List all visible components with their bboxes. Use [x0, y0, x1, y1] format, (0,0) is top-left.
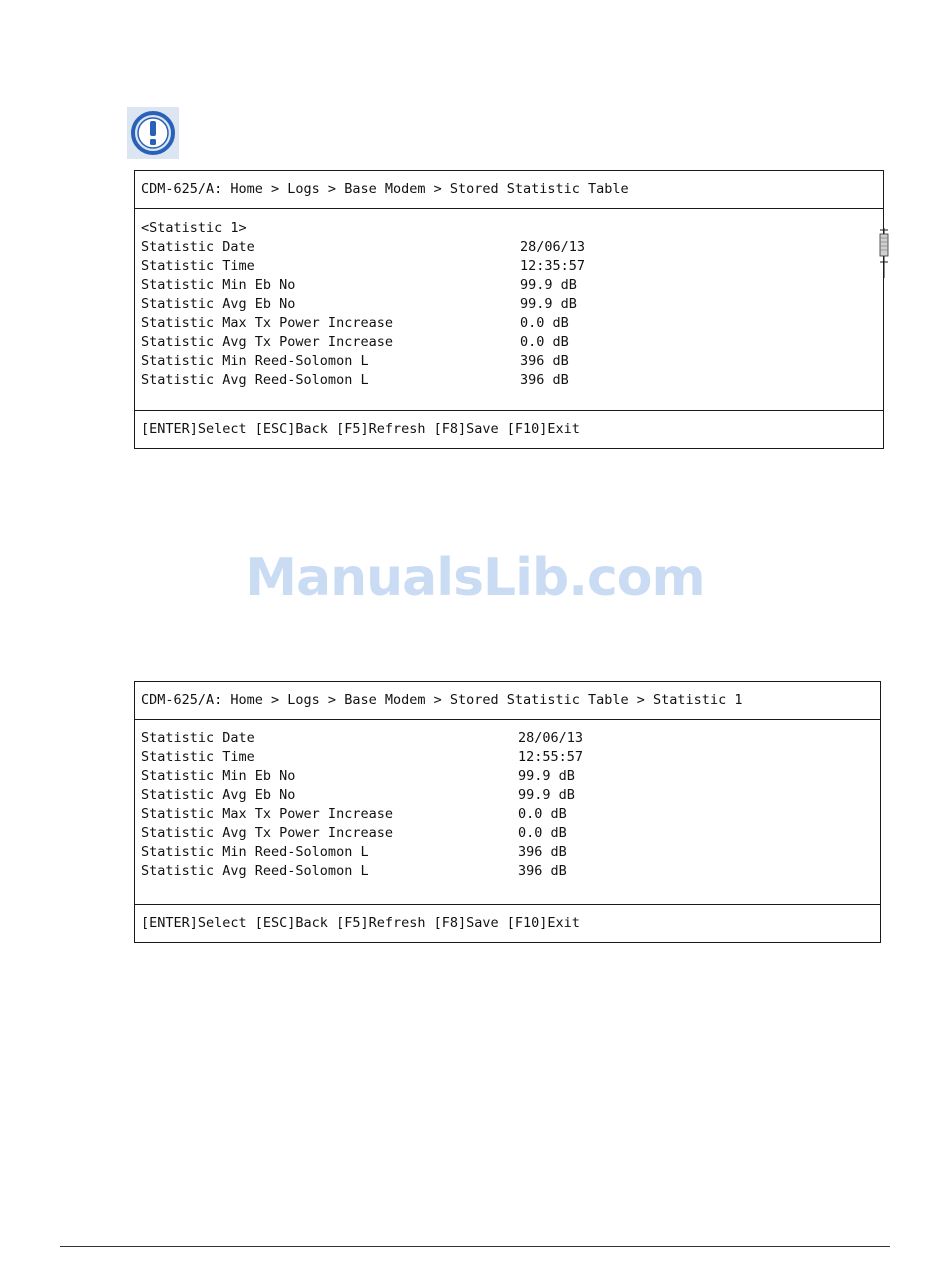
row-label: Statistic Date — [141, 730, 255, 746]
statistic-detail-list — [141, 729, 880, 881]
row-label: Statistic Time — [141, 258, 255, 274]
statistic-row — [141, 352, 883, 371]
row-value: 99.9 dB — [518, 787, 575, 803]
statistic-row — [141, 786, 880, 805]
row-label: Statistic Min Eb No — [141, 768, 296, 784]
statistic-row — [141, 238, 883, 257]
row-value: 396 dB — [518, 844, 567, 860]
row-label: Statistic Avg Reed-Solomon L — [141, 372, 369, 388]
row-label: Statistic Max Tx Power Increase — [141, 315, 393, 331]
statistic-row — [141, 371, 883, 390]
row-label: Statistic Min Eb No — [141, 277, 296, 293]
key-hints: [ENTER]Select [ESC]Back [F5]Refresh [F8]Save [F10]Exit — [141, 421, 580, 437]
row-label: Statistic Avg Eb No — [141, 787, 296, 803]
watermark: ManualsLib.com — [245, 548, 705, 608]
row-value: 99.9 dB — [520, 296, 577, 312]
row-label: Statistic Min Reed-Solomon L — [141, 353, 369, 369]
statistic-row — [141, 276, 883, 295]
row-value: 12:55:57 — [518, 749, 584, 765]
breadcrumb: CDM-625/A: Home > Logs > Base Modem > Stored Statistic Table > Statistic 1 — [141, 692, 743, 708]
row-value: 0.0 dB — [518, 806, 567, 822]
screen-header — [135, 682, 880, 720]
exclamation-notice-icon — [127, 107, 179, 159]
statistic-detail-screen — [134, 681, 881, 943]
row-label: Statistic Avg Eb No — [141, 296, 296, 312]
row-value: 28/06/13 — [518, 730, 584, 746]
statistic-row — [141, 862, 880, 881]
statistic-row — [141, 333, 883, 352]
statistic-row — [141, 314, 883, 333]
statistic-row — [141, 748, 880, 767]
row-value: 0.0 dB — [520, 334, 569, 350]
row-label: Statistic Max Tx Power Increase — [141, 806, 393, 822]
stored-statistic-table-screen — [134, 170, 884, 449]
row-label: Statistic Avg Tx Power Increase — [141, 825, 393, 841]
breadcrumb: CDM-625/A: Home > Logs > Base Modem > Stored Statistic Table — [141, 181, 629, 197]
scrollbar[interactable] — [877, 228, 891, 278]
row-value: 99.9 dB — [520, 277, 577, 293]
row-label: Statistic Min Reed-Solomon L — [141, 844, 369, 860]
statistic-item-title[interactable] — [141, 219, 883, 238]
row-label: Statistic Time — [141, 749, 255, 765]
row-label: Statistic Date — [141, 239, 255, 255]
row-value: 12:35:57 — [520, 258, 586, 274]
row-value: 396 dB — [520, 353, 569, 369]
row-value: 396 dB — [520, 372, 569, 388]
statistic-item-label: <Statistic 1> — [141, 220, 247, 236]
statistic-row — [141, 824, 880, 843]
screen-header — [135, 171, 883, 209]
row-value: 99.9 dB — [518, 768, 575, 784]
key-hints: [ENTER]Select [ESC]Back [F5]Refresh [F8]Save [F10]Exit — [141, 915, 580, 931]
statistic-row — [141, 295, 883, 314]
row-label: Statistic Avg Reed-Solomon L — [141, 863, 369, 879]
key-hints-bar — [135, 904, 880, 942]
footer-rule — [60, 1246, 890, 1247]
row-value: 0.0 dB — [518, 825, 567, 841]
statistic-row — [141, 843, 880, 862]
row-value: 0.0 dB — [520, 315, 569, 331]
statistic-row — [141, 257, 883, 276]
statistic-row — [141, 729, 880, 748]
statistic-row — [141, 805, 880, 824]
statistic-list — [141, 219, 883, 390]
row-label: Statistic Avg Tx Power Increase — [141, 334, 393, 350]
key-hints-bar — [135, 410, 883, 448]
row-value: 396 dB — [518, 863, 567, 879]
statistic-row — [141, 767, 880, 786]
row-value: 28/06/13 — [520, 239, 586, 255]
